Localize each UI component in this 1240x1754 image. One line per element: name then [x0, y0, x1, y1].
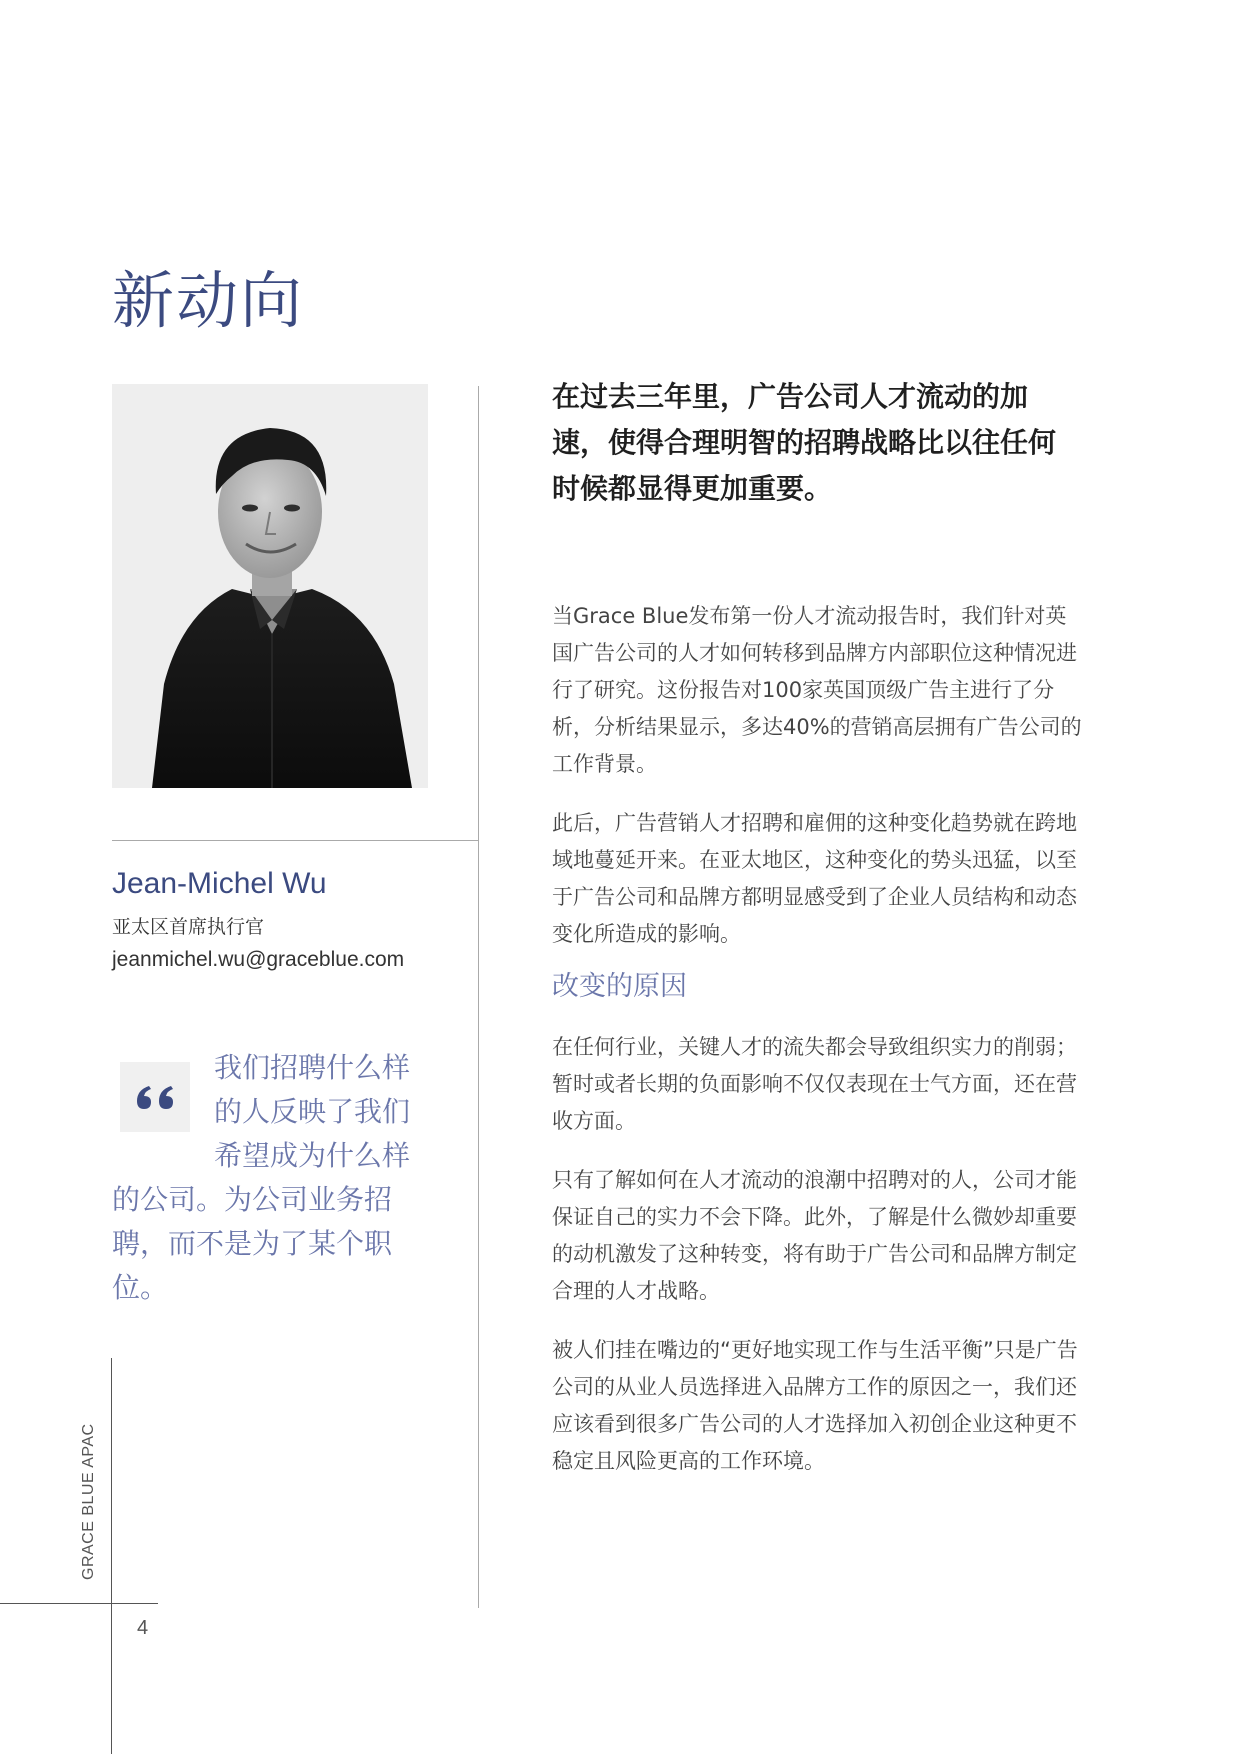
- article-paragraph: 只有了解如何在人才流动的浪潮中招聘对的人，公司才能保证自己的实力不会下降。此外，了解是什么微妙却重要的动机激发了这种转变，将有助于广告公司和品牌方制定合理的人才战略。: [552, 1168, 1077, 1303]
- article-paragraph: 被人们挂在嘴边的“更好地实现工作与生活平衡”只是广告公司的从业人员选择进入品牌方工作的原因之一，我们还应该看到很多广告公司的人才选择加入初创企业这种更不稳定且风险更高的工作环境。: [552, 1338, 1078, 1473]
- article-lead: 在过去三年里，广告公司人才流动的加速，使得合理明智的招聘战略比以往任何时候都显得更加重要。: [552, 380, 1057, 505]
- page-number: 4: [137, 1617, 149, 1639]
- pull-quote: [112, 1046, 432, 1310]
- profile-divider: [112, 840, 479, 841]
- article-paragraph: 当Grace Blue发布第一份人才流动报告时，我们针对英国广告公司的人才如何转移到品牌方内部职位这种情况进行了研究。这份报告对100家英国顶级广告主进行了分析，分析结果显示，多达40%的营销高层拥有广告公司的工作背景。: [552, 604, 1082, 776]
- portrait-illustration: [112, 384, 428, 788]
- pull-quote-text: 我们招聘什么样的人反映了我们希望成为什么样的公司。为公司业务招聘，而不是为了某个职位。: [112, 1051, 411, 1304]
- column-divider: [478, 386, 479, 1608]
- profile-role: 亚太区首席执行官: [112, 916, 265, 938]
- profile-email[interactable]: jeanmichel.wu@graceblue.com: [112, 948, 405, 971]
- article-column: [552, 374, 1082, 1480]
- footer-rule: [0, 1603, 158, 1604]
- page-title: 新动向: [112, 263, 305, 337]
- article-paragraph: 在任何行业，关键人才的流失都会导致组织实力的削弱；暂时或者长期的负面影响不仅仅表现在士气方面，还在营收方面。: [552, 1035, 1077, 1133]
- section-heading: 改变的原因: [552, 971, 687, 1002]
- portrait-photo: [112, 384, 428, 788]
- article-paragraph: 此后，广告营销人才招聘和雇佣的这种变化趋势就在跨地域地蔓延开来。在亚太地区，这种变化的势头迅猛，以至于广告公司和品牌方都明显感受到了企业人员结构和动态变化所造成的影响。: [552, 811, 1077, 946]
- left-margin-rule: [111, 1358, 112, 1754]
- footer-brand: GRACE BLUE APAC: [80, 1423, 97, 1580]
- profile-name: Jean-Michel Wu: [112, 867, 327, 900]
